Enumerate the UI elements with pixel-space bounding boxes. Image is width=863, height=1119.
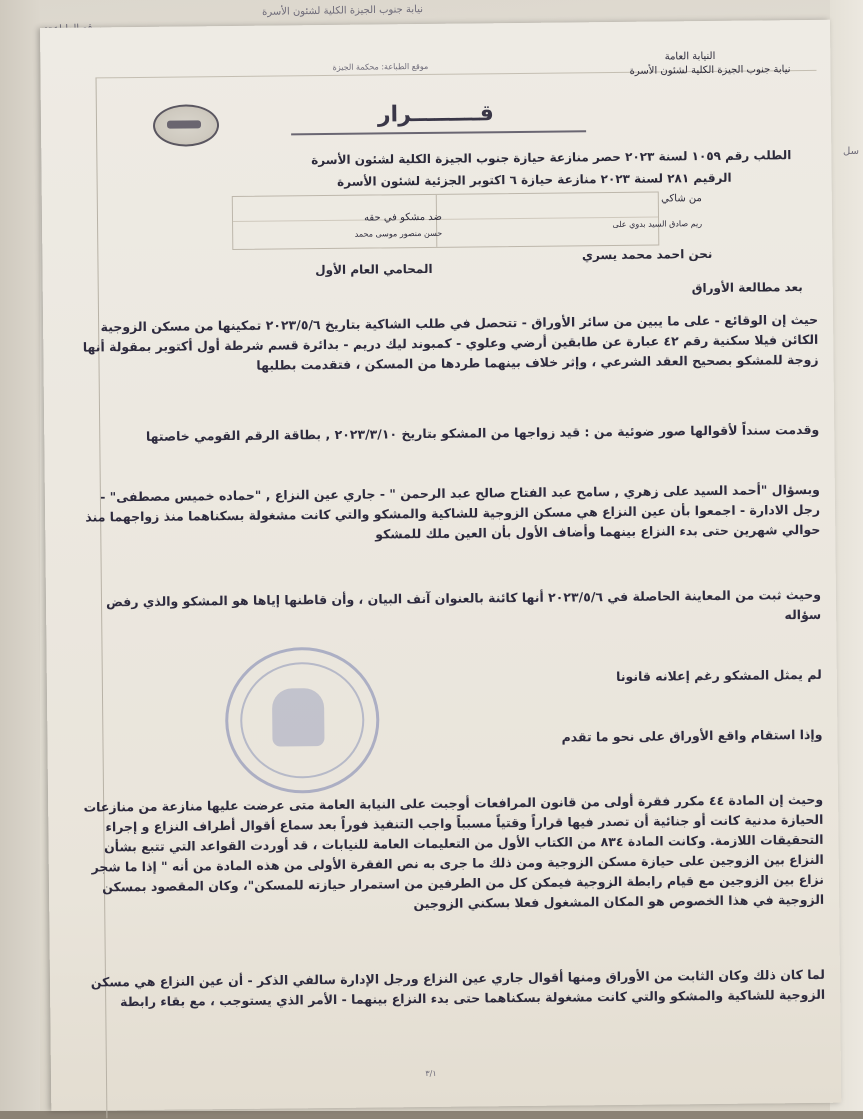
letterhead-print-note: موقع الطباعة: محكمة الجيزة — [332, 61, 429, 72]
paragraph-facts: حيث إن الوقائع - على ما يبين من سائر الأوراق - تتحصل في طلب الشاكية بتاريخ ٢٠٢٣/٥/٦ تمكينها من مسكن الزوجية الكائن فيلا سكنية رقم ٤٢ عبارة عن طابقين أرضي وعلوي - كمبوند ليك دريم - بدائرة قسم شرطة أول أكتوبر بمقولة أنها زوجة للمشكو بصحيح العقد الشرعي ، وإثر خلاف بينهما طردها من المسكن ، فتقدمت بطلبها — [82, 311, 819, 373]
paragraph-evidence: وقدمت سنداً لأقوالها صور ضوئية من : قيد زواجها من المشكو بتاريخ ٢٠٢٣/٣/١٠ , بطاقة الرقم القومي خاصتها — [145, 421, 820, 444]
complainant-name: ريم صادق السيد بدوي على — [612, 219, 703, 230]
underlying-sheet-left — [0, 0, 40, 1111]
complainant-label: من شاكي — [661, 193, 702, 205]
letterhead-line2: نيابة جنوب الجيزة الكلية لشئون الأسرة — [629, 64, 791, 77]
respondent-name: حسن منصور موسى محمد — [354, 228, 443, 239]
letterhead-line1: النيابة العامة — [664, 50, 716, 63]
reference-line1: الطلب رقم ١٠٥٩ لسنة ٢٠٢٣ حصر منازعة حيازة جنوب الجيزة الكلية لشئون الأسرة — [311, 148, 792, 168]
paragraph-summary: وإذا استقام واقع الأوراق على نحو ما تقدم — [561, 726, 823, 745]
signer-name: نحن احمد محمد يسري — [581, 246, 713, 263]
paragraph-conclusion: لما كان ذلك وكان الثابت من الأوراق ومنها أقوال جاري عين النزاع ورجل الإدارة سالفي الذكر - أن عين النزاع هي مسكن الزوجية للشاكية والمشكو والتي كانت مشغولة بسكناهما حتى بدء النزاع بينهما - الأمر الذي يستوجب ، مع بقاء رابطة — [90, 966, 826, 1010]
paragraph-inspection: وحيث ثبت من المعاينة الحاصلة في ٢٠٢٣/٥/٦ أنها كائنة بالعنوان آنف البيان ، وأن قاطنها إياها هو المشكو والذي رفض سؤاله — [105, 586, 822, 623]
paragraph-legal-basis: وحيث إن المادة ٤٤ مكرر فقرة أولى من قانون المرافعات أوجبت على النيابة العامة متى عرضت عليها منازعة من منازعات الحيازة مدنية كانت أو جنائية أن تصدر فيها قراراً وقتياً مسبباً واجب التنفيذ فوراً بعد سماع أقوال أطراف النزاع و إجراء التحقيقات اللازمة. وكانت المادة ٨٣٤ من الكتاب الأول من التعليمات العامة للنيابات ، قد أوردت القواعد التي تتبع بشأن النزاع بين الزوجين على حيازة مسكن الزوجية ومن ذلك ما جرى به نص الفقرة الأولى من هذه المادة من أنه " إذا ما شجر نزاع بين الزوجين مع قيام رابطة الزوجية فيمكن كل من الطرفين من استمرار حيازته للمسكن"، وكان المقصود بمسكن الزوجية في هذا الخصوص هو المكان المشغول فعلا بسكني الزوجين — [83, 791, 825, 912]
respondent-label: ضد مشكو في حقه — [363, 211, 443, 224]
paragraph-witnesses: وبسؤال "أحمد السيد على زهري , سامح عبد الفتاح صالح عبد الرحمن " - جاري عين النزاع , "حماده خميس مصطفى" - رجل الادارة - اجمعوا بأن عين النزاع هي مسكن الزوجية للشاكية والمشكو والتي كانت مشغولة بسكناهما منذ زواجهما منذ حوالي شهرين حتى بدء النزاع بينهما وأضاف الأول بأن العين ملك للمشكو — [85, 481, 821, 542]
decision-document — [40, 20, 841, 1111]
signer-title: المحامي العام الأول — [315, 261, 433, 278]
page-number: ٣/١ — [425, 1068, 437, 1079]
paragraph-intro: بعد مطالعة الأوراق — [691, 280, 803, 296]
reference-line2: الرقيم ٢٨١ لسنة ٢٠٢٣ منازعة حيازة ٦ اكتوبر الجزئية لشئون الأسرة — [337, 170, 732, 189]
page-top-office-header: نيابة جنوب الجيزة الكلية لشئون الأسرة — [262, 4, 424, 18]
document-title: قـــــــــرار — [377, 101, 495, 128]
right-edge-fragment: سل — [843, 146, 859, 157]
paragraph-absence: لم يمثل المشكو رغم إعلانه قانونا — [616, 666, 822, 685]
